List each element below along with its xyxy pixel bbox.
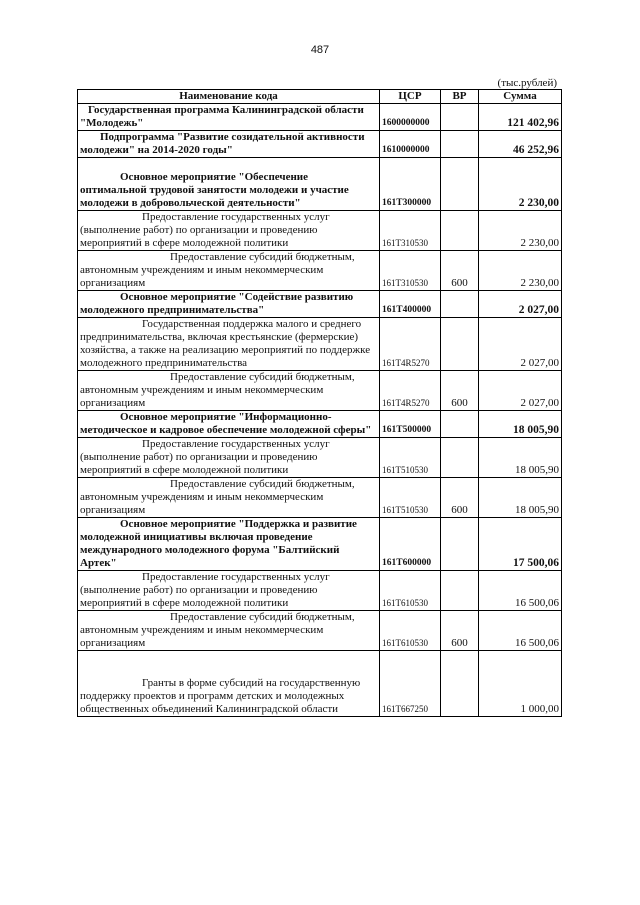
- table-row: [78, 651, 562, 717]
- row-csr: 161Т310530: [380, 251, 441, 291]
- row-vr: [441, 104, 479, 131]
- row-sum: 2 027,00: [479, 371, 562, 411]
- row-sum: 1 000,00: [479, 651, 562, 717]
- row-csr: 1610000000: [380, 131, 441, 158]
- row-name: Основное мероприятие "Поддержка и развитие молодежной инициативы включая проведение международного молодежного форума "Балтийский Артек": [78, 518, 380, 571]
- row-csr: 161Т310530: [380, 211, 441, 251]
- row-csr: 161Т300000: [380, 158, 441, 211]
- row-name: Основное мероприятие "Содействие развитию молодежного предпринимательства": [78, 291, 380, 318]
- row-csr: 161Т600000: [380, 518, 441, 571]
- row-vr: [441, 158, 479, 211]
- row-vr: 600: [441, 478, 479, 518]
- page-number: 487: [310, 44, 330, 56]
- row-sum: 16 500,06: [479, 571, 562, 611]
- row-csr: 161Т500000: [380, 411, 441, 438]
- row-vr: 600: [441, 251, 479, 291]
- table-row: [78, 211, 562, 251]
- table-row: [78, 518, 562, 571]
- table-row: [78, 318, 562, 371]
- budget-table: [77, 89, 562, 717]
- row-csr: 161Т610530: [380, 571, 441, 611]
- row-csr: 161Т667250: [380, 651, 441, 717]
- row-sum: 18 005,90: [479, 438, 562, 478]
- table-header-row: [78, 90, 562, 104]
- table-row: [78, 251, 562, 291]
- row-sum: 2 230,00: [479, 211, 562, 251]
- header-sum: Сумма: [479, 90, 562, 104]
- table-row: [78, 131, 562, 158]
- row-name: Подпрограмма "Развитие созидательной активности молодежи" на 2014-2020 годы": [78, 131, 380, 158]
- row-vr: [441, 291, 479, 318]
- table-row: [78, 571, 562, 611]
- table-row: [78, 438, 562, 478]
- row-name-cell: [78, 651, 380, 717]
- row-vr: [441, 211, 479, 251]
- header-vr: ВР: [441, 90, 479, 104]
- table-row: [78, 371, 562, 411]
- row-name: Предоставление государственных услуг (выполнение работ) по организации и проведению мероприятий в сфере молодежной политики: [78, 211, 380, 251]
- row-sum: 17 500,06: [479, 518, 562, 571]
- table-row: [78, 411, 562, 438]
- row-name: Предоставление государственных услуг (выполнение работ) по организации и проведению мероприятий в сфере молодежной политики: [78, 438, 380, 478]
- row-vr: [441, 651, 479, 717]
- table-row: [78, 291, 562, 318]
- row-csr: 1600000000: [380, 104, 441, 131]
- row-vr: 600: [441, 371, 479, 411]
- row-name: Государственная программа Калининградской области "Молодежь": [78, 104, 380, 131]
- row-csr: 161Т610530: [380, 611, 441, 651]
- row-name: Основное мероприятие "Обеспечение оптимальной трудовой занятости молодежи и участие молодежи в добровольческой деятельности": [80, 171, 349, 209]
- row-sum: 2 230,00: [479, 251, 562, 291]
- row-vr: 600: [441, 611, 479, 651]
- units-note: (тыс.рублей): [497, 77, 557, 89]
- table-row: [78, 611, 562, 651]
- row-csr: 161Т400000: [380, 291, 441, 318]
- row-csr: 161Т4R5270: [380, 318, 441, 371]
- row-vr: [441, 518, 479, 571]
- row-name: Основное мероприятие "Информационно-методическое и кадровое обеспечение молодежной сферы": [78, 411, 380, 438]
- row-sum: 2 027,00: [479, 318, 562, 371]
- header-csr: ЦСР: [380, 90, 441, 104]
- table-row: [78, 104, 562, 131]
- row-csr: 161Т4R5270: [380, 371, 441, 411]
- row-vr: [441, 411, 479, 438]
- row-name: Предоставление субсидий бюджетным, автономным учреждениям и иным некоммерческим организациям: [78, 371, 380, 411]
- row-sum: 16 500,06: [479, 611, 562, 651]
- row-name: Предоставление субсидий бюджетным, автономным учреждениям и иным некоммерческим организациям: [78, 251, 380, 291]
- row-sum: 121 402,96: [479, 104, 562, 131]
- row-sum: 2 230,00: [479, 158, 562, 211]
- row-name: Предоставление субсидий бюджетным, автономным учреждениям и иным некоммерческим организациям: [78, 611, 380, 651]
- row-sum: 2 027,00: [479, 291, 562, 318]
- row-sum: 18 005,90: [479, 478, 562, 518]
- row-name: Государственная поддержка малого и среднего предпринимательства, включая крестьянские (фермерские) хозяйства, а также на реализацию мероприятий по поддержке молодежного предпринимательства: [78, 318, 380, 371]
- row-sum: 18 005,90: [479, 411, 562, 438]
- row-name: Предоставление государственных услуг (выполнение работ) по организации и проведению мероприятий в сфере молодежной политики: [78, 571, 380, 611]
- row-vr: [441, 318, 479, 371]
- row-csr: 161Т510530: [380, 438, 441, 478]
- table-row: [78, 478, 562, 518]
- row-name: Гранты в форме субсидий на государственную поддержку проектов и программ детских и молодежных общественных объединений Калининградской области: [80, 677, 361, 715]
- row-csr: 161Т510530: [380, 478, 441, 518]
- row-sum: 46 252,96: [479, 131, 562, 158]
- row-vr: [441, 438, 479, 478]
- row-name-cell: [78, 158, 380, 211]
- header-name: Наименование кода: [78, 90, 380, 104]
- row-vr: [441, 571, 479, 611]
- row-name: Предоставление субсидий бюджетным, автономным учреждениям и иным некоммерческим организациям: [78, 478, 380, 518]
- table-row: [78, 158, 562, 211]
- row-vr: [441, 131, 479, 158]
